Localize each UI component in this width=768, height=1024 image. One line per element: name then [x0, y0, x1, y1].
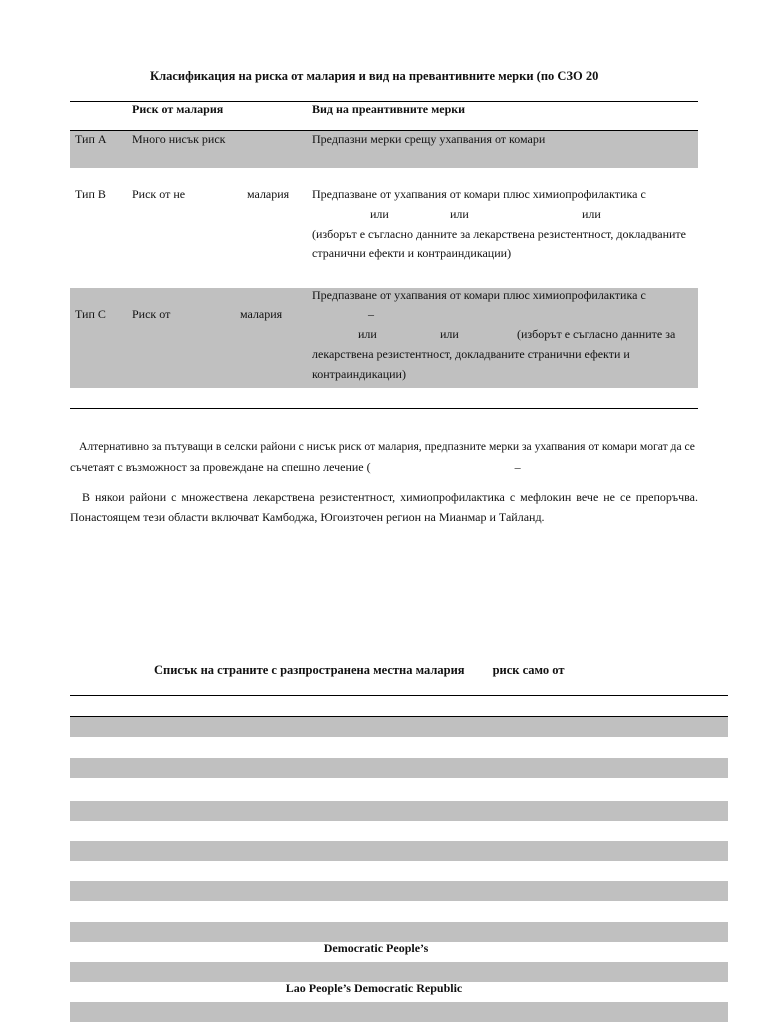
table1-row-b-risk-level: малария	[247, 187, 290, 201]
table1-row-b-type: Тип B	[75, 187, 106, 201]
table1-row-b-line1: Предпазване от ухапвания от комари плюс химиопрофилактика с	[312, 187, 646, 201]
table1-row-b-or3: или	[582, 207, 601, 221]
table1-title: Класификация на риска от малария и вид на превантивните мерки (по СЗО 20	[150, 69, 599, 83]
table1-row-a-measures: Предпазни мерки срещу ухапвания от комари	[312, 132, 546, 146]
table1-row-b-or1: или	[370, 207, 389, 221]
table2-title	[154, 663, 565, 678]
table1-row-c-or2: или	[440, 327, 459, 341]
table1-row-a-risk: Много нисък риск	[132, 132, 226, 146]
paragraph-rural-line2	[70, 457, 698, 477]
table1-row-c-dash: –	[368, 307, 374, 321]
table2-row-band	[70, 801, 728, 821]
paragraph-mefloquine	[70, 487, 698, 527]
table2-row-band	[70, 1002, 728, 1022]
table1-row-c-risk-level: малария	[240, 307, 283, 321]
table2-title-part1: Списък на страните с разпространена местна малария	[154, 663, 465, 677]
table1-row-c-note: (изборът е съгласно данните за	[517, 327, 676, 341]
table1-bottom-rule	[70, 408, 698, 409]
table1-header-risk: Риск от малария	[132, 102, 224, 116]
paragraph-rural-dash: –	[514, 460, 521, 474]
table1-row-c-line4: лекарствена резистентност, докладваните странични ефекти и	[312, 347, 630, 361]
table1-row-c-or1: или	[358, 327, 377, 341]
table2-row-band	[70, 962, 728, 982]
table2-row-label-dprk: Democratic People’s	[323, 941, 429, 955]
paragraph-rural-travel	[70, 437, 698, 477]
table1-header-measures: Вид на преантивните мерки	[312, 102, 466, 116]
table1-row-c-line5: контраиндикации)	[312, 367, 406, 381]
table1-row-c-type: Тип C	[75, 307, 106, 321]
paragraph-rural-line2-text: съчетаят с възможност за провеждане на спешно лечение (	[70, 460, 371, 474]
table1-row-c-line1: Предпазване от ухапвания от комари плюс химиопрофилактика с	[312, 288, 646, 302]
table2-title-part2: риск само от	[492, 663, 565, 677]
table1-row-b-or2: или	[450, 207, 469, 221]
table1-row-b-line3: (изборът е съгласно данните за лекарствена резистентност, докладваните	[312, 227, 686, 241]
table2-top-rule	[70, 695, 728, 696]
table1-row-c-risk: Риск от	[132, 307, 171, 321]
table2-row-band	[70, 841, 728, 861]
paragraph-rural-line1: Алтернативно за пътуващи в селски райони с нисък риск от малария, предпазните мерки за ухапвания от комари могат да се	[79, 440, 695, 453]
table2-row-band	[70, 881, 728, 901]
paragraph-mefloquine-line1: В някои райони с множествена лекарствена резистентност, химиопрофилактика с мефлокин вече не се препоръчва.	[82, 490, 698, 504]
paragraph-mefloquine-line2: Понастоящем тези области включват Камбоджа, Югоизточен регион на Мианмар и Тайланд.	[70, 510, 545, 524]
table1-row-b-line4: странични ефекти и контраиндикации)	[312, 246, 512, 260]
table2-row-band	[70, 922, 728, 942]
table2-row-band	[70, 758, 728, 778]
table2-row-label-lao: Lao People’s Democratic Republic	[285, 981, 463, 995]
table2-row-band	[70, 717, 728, 737]
table1-row-b-risk: Риск от не	[132, 187, 186, 201]
table1-row-a-type: Тип A	[75, 132, 107, 146]
